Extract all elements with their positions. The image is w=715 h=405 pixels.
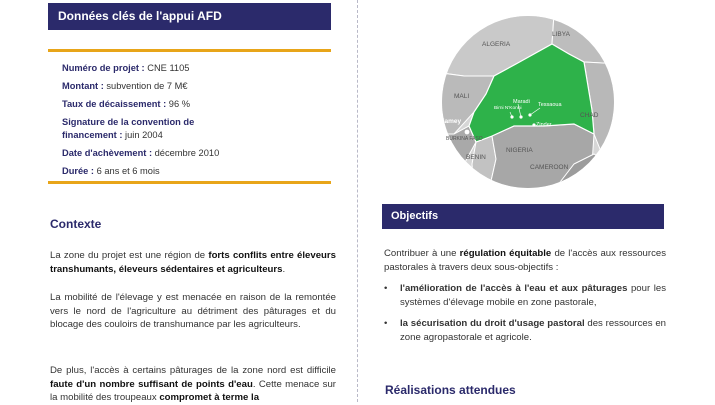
key-data-banner: Données clés de l'appui AFD bbox=[48, 3, 331, 30]
label-niamey: Niamey bbox=[438, 118, 462, 125]
key-row-amount: Montant : subvention de 7 M€ bbox=[62, 81, 188, 91]
objectifs-intro: Contribuer à une régulation équitable de l'accès aux ressources pastorales à travers deux sous-objectifs : bbox=[384, 248, 667, 273]
label-chad: CHAD bbox=[580, 112, 599, 119]
realisations-heading: Réalisations attendues bbox=[385, 383, 516, 397]
label-burkina: BURKINA FASO bbox=[446, 136, 483, 142]
gold-rule-top bbox=[48, 49, 331, 52]
label-zinder: Zinder bbox=[536, 122, 552, 128]
niamey-dot bbox=[465, 130, 470, 135]
key-row-project-number: Numéro de projet : CNE 1105 bbox=[62, 63, 190, 73]
contexte-paragraph-3: De plus, l'accès à certains pâturages de la zone nord est difficile faute d'un nombre suffisant de points d'eau. Cette menace sur la mobilité des troupeaux compromet à terme la bbox=[50, 365, 336, 404]
column-divider bbox=[357, 0, 358, 402]
benin-shape bbox=[472, 136, 496, 190]
key-row-disbursement: Taux de décaissement : 96 % bbox=[62, 99, 190, 109]
bullet-item: • la sécurisation du droit d'usage pastoral des ressources en zone agropastorale et agricole. bbox=[384, 318, 666, 343]
key-row-duration: Durée : 6 ans et 6 mois bbox=[62, 166, 160, 176]
key-row-completion: Date d'achèvement : décembre 2010 bbox=[62, 148, 220, 158]
contexte-heading: Contexte bbox=[50, 217, 102, 231]
label-birni: Birni N'Konni bbox=[494, 106, 522, 111]
bullet-dot-icon: • bbox=[384, 283, 388, 294]
bullet-item: • l'amélioration de l'accès à l'eau et aux pâturages pour les systèmes d'élevage mobile en zone pastorale, bbox=[384, 283, 666, 308]
label-nigeria: NIGERIA bbox=[506, 147, 533, 154]
gold-rule-bottom bbox=[48, 181, 331, 184]
label-benin: BENIN bbox=[466, 154, 486, 161]
nigeria-shape bbox=[489, 124, 594, 190]
label-tessaoua: Tessaoua bbox=[538, 102, 562, 108]
bullet-dot-icon: • bbox=[384, 318, 388, 330]
label-libya: LIBYA bbox=[552, 31, 570, 38]
contexte-paragraph-1: La zone du projet est une région de forts conflits entre éleveurs transhumants, éleveurs sédentaires et agriculteurs. bbox=[50, 250, 336, 275]
label-mali: MALI bbox=[454, 93, 470, 100]
contexte-paragraph-2: La mobilité de l'élevage y est menacée en raison de la remontée vers le nord de l'agriculture au détriment des pâturages et du blocage des couloirs de transhumance par les agriculteurs. bbox=[50, 292, 336, 331]
key-data-list bbox=[62, 62, 327, 183]
objectifs-banner: Objectifs bbox=[382, 204, 664, 229]
label-maradi: Maradi bbox=[513, 99, 530, 105]
key-row-signature: Signature de la convention de financement : juin 2004 bbox=[62, 117, 195, 140]
label-cameroon: CAMEROON bbox=[530, 164, 569, 171]
objectifs-bullets bbox=[384, 282, 666, 352]
label-algeria: ALGERIA bbox=[482, 41, 511, 48]
niger-map bbox=[434, 14, 622, 190]
